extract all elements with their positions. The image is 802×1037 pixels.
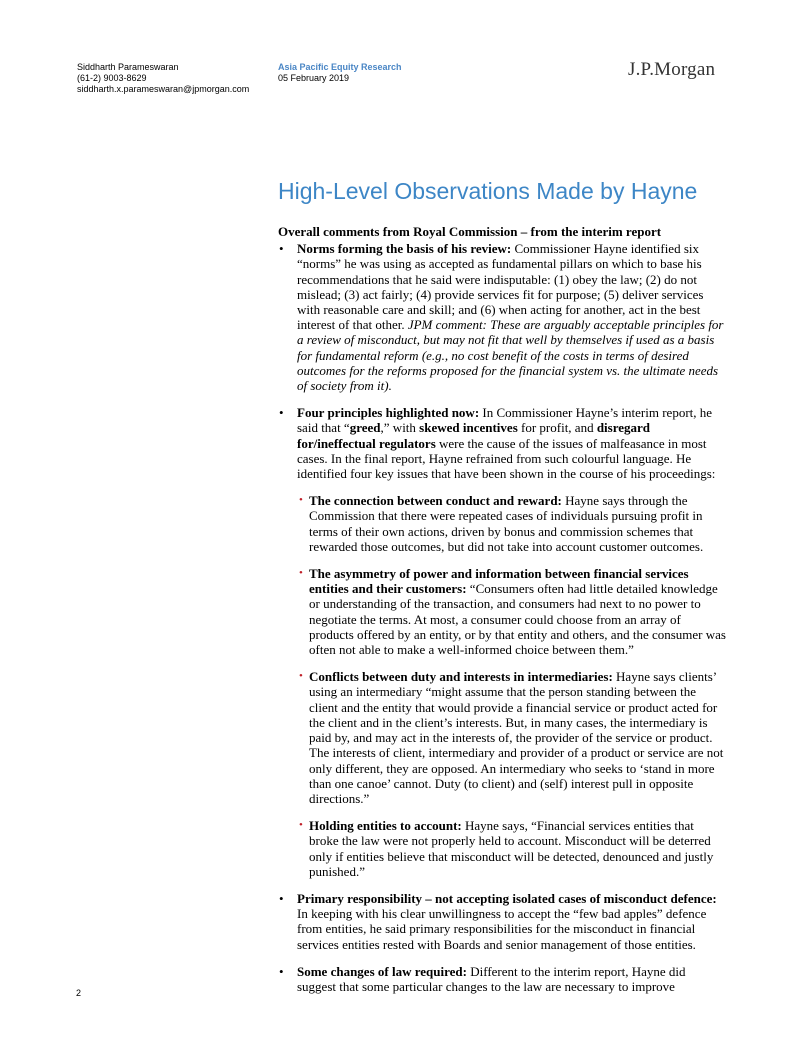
bullet-text: In Commissioner Hayne’s interim report, he said that “ [297,405,713,436]
sub-bullet-conflicts [278,669,726,806]
sub-bullet-lead: The asymmetry of power and information between financial services entities and their customers: [309,566,689,597]
sub-bullet-text: Hayne says clients’ using an intermediary “might assume that the person standing between the client and the entity that would provide a financial service or product acted for the client and in the client’s interests. But, in many cases, the intermediary is paid by, and may act in the interests of, the provider of the service or product. The interests of client, intermediary and provider of a product or service are not only different, they are opposed. An intermediary who seeks to ‘stand in more than one canoe’ cannot. Duty (to client) and (self) interest pull in opposite directions.” [309,669,724,806]
bullet-text: were the cause of the issues of malfeasance in most cases. In the final report, Hayne refrained from such colourful language. He identified four key issues that have been shown in the course of his proceedings: [297,435,716,482]
page-number: 2 [76,988,82,998]
report-date: 05 February 2019 [278,73,350,83]
red-bullet-icon: • [299,819,303,832]
bullet-text: In keeping with his clear unwillingness to accept the “few bad apples” defence from entities, he said primary responsibilities for the misconduct in financial services entities rested with Boards and senior management of those entities. [297,906,707,952]
bullet-text: Commissioner Hayne identified six “norms” he was using as accepted as fundamental pillars on which to base his recommendations that he said were indisputable: (1) obey the law; (2) do not mislead; (3) act fairly; (4) provide services fit for purpose; (5) deliver services with reasonable care and skill; and (6) when acting for another, act in the best interest of that other. [297,241,704,333]
sub-bullet-lead: The connection between conduct and reward: [309,493,562,509]
author-block [77,62,257,95]
red-bullet-icon: • [299,670,303,683]
sub-bullet-lead: Conflicts between duty and interests in intermediaries: [309,669,613,685]
author-phone: (61-2) 9003-8629 [77,73,147,83]
bullet-norms [278,241,726,393]
keyword-greed: greed [349,420,381,436]
red-bullet-icon: • [299,494,303,507]
bullet-dot-icon: • [279,405,284,421]
bullet-text: for profit, and [517,420,597,436]
bullet-dot-icon: • [279,241,284,257]
keyword-disregard-regulators: disregard for/ineffectual regulators [297,420,651,451]
bullet-text: ,” with [380,420,420,436]
bullet-lead: Primary responsibility – not accepting isolated cases of misconduct defence: [297,890,717,906]
bullet-text: Different to the interim report, Hayne did suggest that some particular changes to the law are necessary to improve [297,963,686,994]
author-email[interactable]: siddharth.x.parameswaran@jpmorgan.com [77,84,250,94]
sub-bullet-asymmetry [278,566,726,657]
bullet-lead: Some changes of law required: [297,963,467,979]
red-bullet-icon: • [299,567,303,580]
sub-bullet-text: “Consumers often had little detailed knowledge or understanding of the transaction, and consumers had next to no power to negotiate the terms. At most, a consumer could choose from an array of products offered by an entity, or by that entity and others, and the consumer was often not able to make a well-informed choice between them.” [309,581,726,658]
keyword-skewed-incentives: skewed incentives [419,420,518,436]
jpmorgan-logo: J.P.Morgan [628,59,716,80]
page-title: High-Level Observations Made by Hayne [278,178,698,204]
sub-bullet-text: Hayne says through the Commission that there were repeated cases of individuals pursuing profit in terms of their own actions, driven by bonus and commission schemes that rewarded those outcomes, but did not take into account customer outcomes. [309,493,704,554]
jpm-comment: JPM comment: These are arguably acceptable principles for a review of misconduct, but may not fit that well by themselves if used as a basis for fundamental reform (e.g., no cost benefit of the costs in terms of desired outcomes for the reforms proposed for the financial system vs. the ultimate needs of society from it). [297,317,724,394]
bullet-primary-responsibility [278,891,726,952]
bullet-dot-icon: • [279,963,284,979]
report-series: Asia Pacific Equity Research [278,62,402,72]
sub-bullet-lead: Holding entities to account: [309,818,462,834]
author-name: Siddharth Parameswaran [77,62,179,72]
bullet-lead: Norms forming the basis of his review: [297,241,512,257]
report-info [278,62,402,84]
sub-bullet-accountability [278,818,726,879]
bullet-law-changes [278,964,726,994]
bullet-dot-icon: • [279,890,284,906]
bullet-four-principles [278,405,726,481]
bullet-lead: Four principles highlighted now: [297,405,480,421]
section-subheading: Overall comments from Royal Commission – from the interim report [278,224,662,239]
sub-bullet-conduct-reward [278,493,726,554]
sub-bullet-text: Hayne says, “Financial services entities that broke the law were not properly held to account. Misconduct will be deterred only if entities believe that misconduct will be detected, denounced and justly punished.” [309,818,714,879]
main-content [278,224,726,1006]
